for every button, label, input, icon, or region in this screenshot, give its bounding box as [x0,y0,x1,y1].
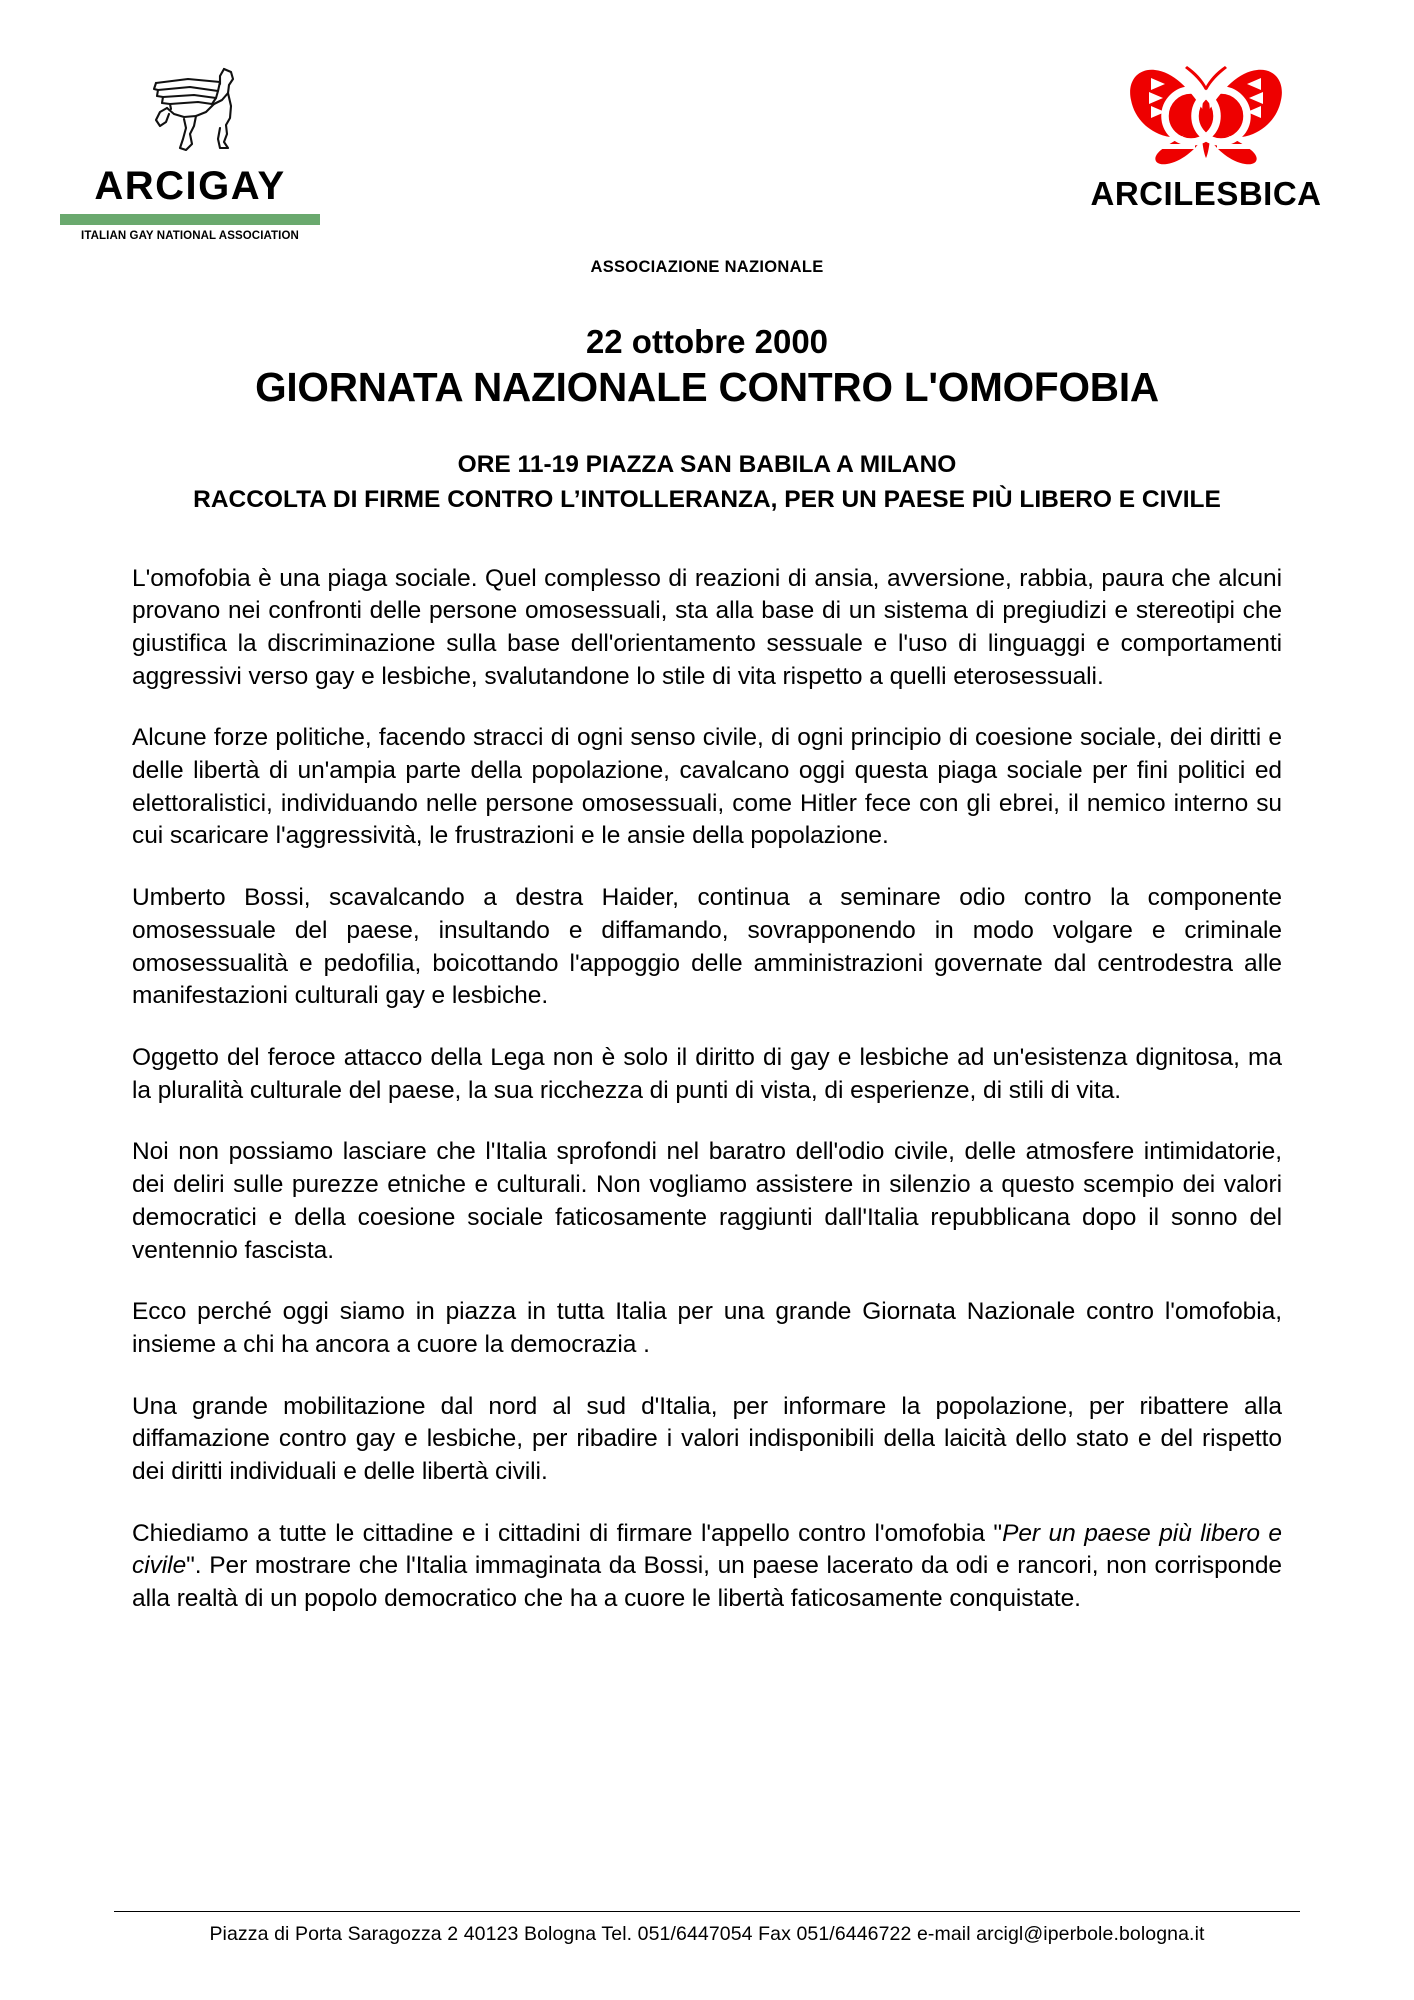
paragraph-1: L'omofobia è una piaga sociale. Quel complesso di reazioni di ansia, avversione, rabbia, paura che alcuni provano nei confronti delle persone omosessuali, sta alla base di un sistema di pregiudizi e stereotipi che giustifica la discriminazione sulla base dell'orientamento sessuale e l'uso di linguaggi e comportamenti aggressivi verso gay e lesbiche, svalutandone lo stile di vita rispetto a quelli eterosessuali. [132,564,1282,690]
paragraph-6: Ecco perché oggi siamo in piazza in tutta Italia per una grande Giornata Nazionale contro l'omofobia, insieme a chi ha ancora a cuore la democrazia . [132,1298,1282,1358]
paragraph-5: Noi non possiamo lasciare che l'Italia sprofondi nel baratro dell'odio civile, delle atmosfere intimidatorie, dei deliri sulle purezze etniche e culturali. Non vogliamo assistere in silenzio a questo scempio dei valori democratici e della coesione sociale faticosamente raggiunti dall'Italia repubblicana dopo il sonno del ventennio fascista. [132,1138,1282,1264]
title-block [0,324,1414,410]
paragraph-7: Una grande mobilitazione dal nord al sud d'Italia, per informare la popolazione, per ribattere alla diffamazione contro gay e lesbiche, per ribadire i valori indisponibili della laicità dello stato e del rispetto dei diritti individuali e delle libertà civili. [132,1392,1282,1486]
arcigay-logo-block [60,62,320,242]
associazione-nazionale-label: ASSOCIAZIONE NAZIONALE [590,258,824,276]
arcigay-subtitle: ITALIAN GAY NATIONAL ASSOCIATION [81,230,299,242]
footer [0,1911,1414,1946]
paragraph-8 [132,1518,1282,1616]
paragraph-2: Alcune forze politiche, facendo stracci di ogni senso civile, di ogni principio di coesione sociale, dei diritti e delle libertà di un'ampia parte della popolazione, cavalcano oggi questa piaga sociale per fini politici ed elettoralistici, individuando nelle persone omosessuali, come Hitler fece con gli ebrei, il nemico interno su cui scaricare l'aggressività, le frustrazioni e le ansie della popolazione. [132,724,1282,850]
arcigay-wordmark: ARCIGAY [94,164,286,208]
appeal-title-italic: Per un paese più libero e civile [132,1519,1282,1580]
arcilesbica-logo-block [1056,56,1356,210]
body-text [132,516,1282,1616]
event-location-line: ORE 11-19 PIAZZA SAN BABILA A MILANO [457,451,957,479]
event-purpose-line: RACCOLTA DI FIRME CONTRO L’INTOLLERANZA, PER UN PAESE PIÙ LIBERO E CIVILE [193,485,1221,513]
arcigay-green-bar [60,214,320,225]
footer-contact-info: Piazza di Porta Saragozza 2 40123 Bologna Tel. 051/6447054 Fax 051/6446722 e-mail arcigl@iperbole.bologna.it [209,1923,1205,1945]
butterfly-double-venus-icon [1056,56,1356,171]
page-title: GIORNATA NAZIONALE CONTRO L'OMOFOBIA [255,363,1159,410]
event-date: 22 ottobre 2000 [585,323,829,360]
paragraph-8-part-a: Chiediamo a tutte le cittadine e i cittadini di firmare l'appello contro l'omofobia " [132,1519,1003,1547]
arcilesbica-wordmark: ARCILESBICA [1090,175,1322,212]
subtitle-block [0,450,1414,515]
paragraph-4: Oggetto del feroce attacco della Lega non è solo il diritto di gay e lesbiche ad un'esistenza dignitosa, ma la pluralità culturale del paese, la sua ricchezza di punti di vista, di esperienze, di stili di vita. [132,1044,1282,1104]
header [0,0,1414,276]
paragraph-3: Umberto Bossi, scavalcando a destra Haider, continua a seminare odio contro la componente omosessuale del paese, insultando e diffamando, sovrapponendo in modo volgare e criminale omosessualità e pedofilia, boicottando l'appoggio delle amministrazioni governate dal centrodestra alle manifestazioni culturali gay e lesbiche. [132,884,1282,1010]
paragraph-8-part-b: ". Per mostrare che l'Italia immaginata da Bossi, un paese lacerato da odi e rancori, non corrisponde alla realtà di un popolo democratico che ha a cuore le libertà faticosamente conquistate. [132,1552,1282,1613]
pegasus-icon [60,62,320,154]
